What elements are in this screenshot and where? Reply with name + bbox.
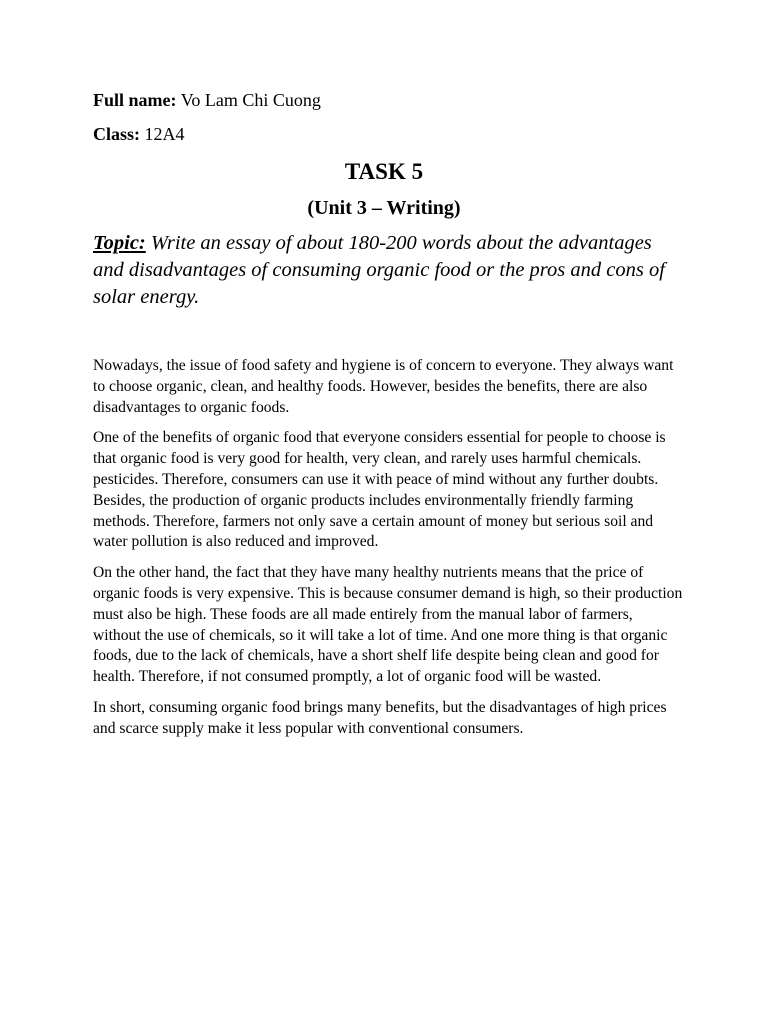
essay-paragraph-conclusion: In short, consuming organic food brings many benefits, but the disadvantages of high prices and scarce supply make it less popular with conventional consumers. bbox=[93, 698, 667, 737]
essay-paragraph-benefits: One of the benefits of organic food that everyone considers essential for people to choose is that organic food is very good for health, very clean, and rarely uses harmful chemicals. pesticides. Therefore, consumers can use it with peace of mind without any further doubts. Besides, the production of organic products includes environmentally friendly farming methods. Therefore, farmers not only save a certain amount of money but serious soil and water pollution is also reduced and improved. bbox=[93, 429, 666, 551]
essay-body bbox=[93, 356, 683, 750]
full-name-label: Full name: bbox=[93, 90, 177, 110]
topic-label: Topic: bbox=[93, 232, 146, 254]
essay-paragraph-intro: Nowadays, the issue of food safety and hygiene is of concern to everyone. They always want to choose organic, clean, and healthy foods. However, besides the benefits, there are also disadvantages to organic foods. bbox=[93, 357, 674, 416]
class-label: Class: bbox=[93, 124, 141, 144]
class-value: 12A4 bbox=[144, 124, 185, 144]
full-name-line bbox=[93, 89, 321, 111]
topic-text: Write an essay of about 180-200 words about the advantages and disadvantages of consuming organic food or the pros and cons of solar energy. bbox=[93, 232, 665, 308]
essay-paragraph-drawbacks: On the other hand, the fact that they have many healthy nutrients means that the price of organic foods is very expensive. This is because consumer demand is high, so their production must also be high. These foods are all made entirely from the manual labor of farmers, without the use of chemicals, so it will take a lot of time. And one more thing is that organic foods, due to the lack of chemicals, have a short shelf life despite being clean and good for health. Therefore, if not consumed promptly, a lot of organic food will be wasted. bbox=[93, 564, 683, 686]
unit-subtitle: (Unit 3 – Writing) bbox=[307, 197, 461, 219]
class-line bbox=[93, 123, 185, 145]
task-title: TASK 5 bbox=[344, 159, 424, 184]
topic-block bbox=[93, 230, 683, 311]
full-name-value: Vo Lam Chi Cuong bbox=[180, 90, 321, 110]
